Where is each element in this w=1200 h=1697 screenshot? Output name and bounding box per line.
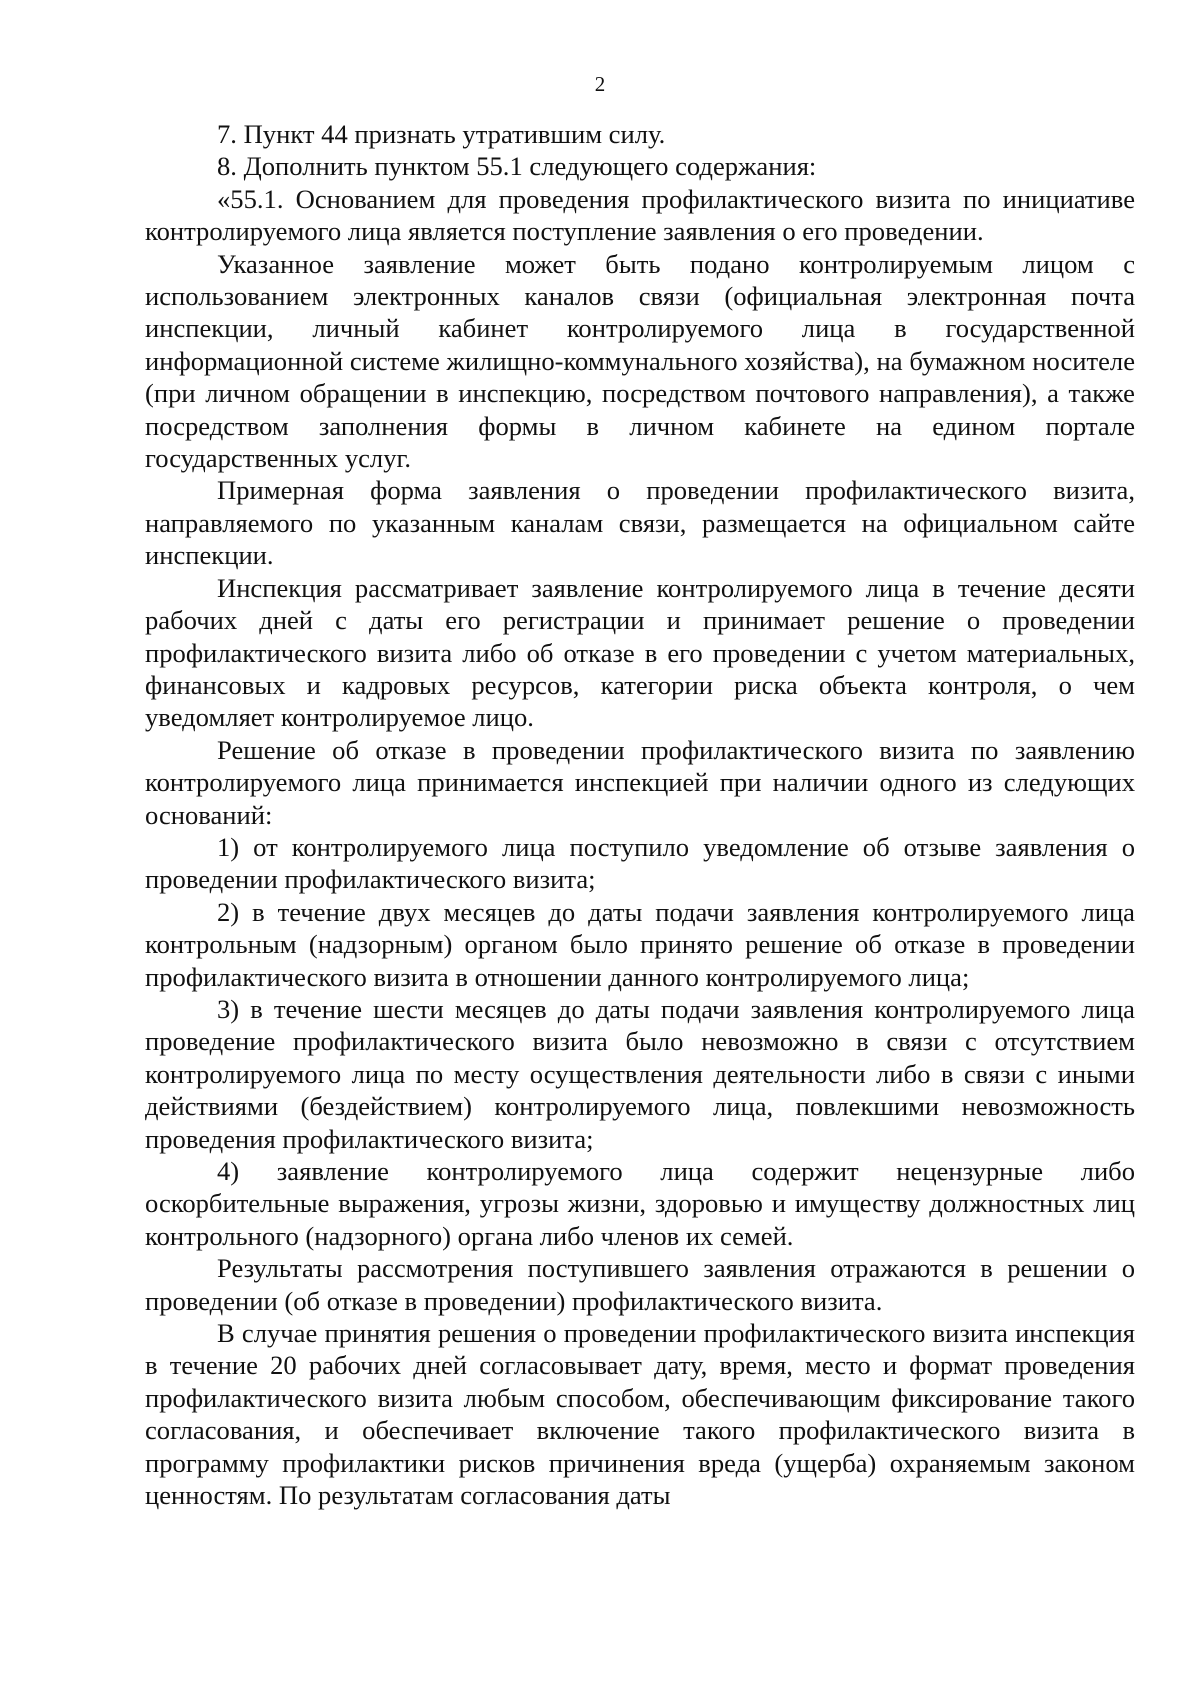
paragraph-item-8: 8. Дополнить пунктом 55.1 следующего содержания: <box>217 151 817 182</box>
paragraph-scheduling: В случае принятия решения о проведении профилактического визита инспекция в течение 20 рабочих дней согласовывает дату, время, место и формат проведения профилактического визита любым способом, обеспечивающим фиксирование такого согласования, и обеспечивает включение такого профилактического визита в программу профилактики рисков причинения вреда (ущерба) охраняемым законом ценностям. По результатам согласования даты <box>145 1318 1135 1511</box>
paragraph-application-channels: Указанное заявление может быть подано контролируемым лицом с использованием электронных каналов связи (официальная электронная почта инспекции, личный кабинет контролируемого лица в государственной информационной системе жилищно-коммунального хозяйства), на бумажном носителе (при личном обращении в инспекцию, посредством почтового направления), а также посредством заполнения формы в личном кабинете на едином портале государственных услуг. <box>145 248 1135 474</box>
paragraph-clause-55-1: «55.1. Основанием для проведения профилактического визита по инициативе контролируемого лица является поступление заявления о его проведении. <box>145 183 1135 247</box>
paragraph-ground-3: 3) в течение шести месяцев до даты подачи заявления контролируемого лица проведение профилактического визита было невозможно в связи с отсутствием контролируемого лица по месту осуществления деятельности либо в связи с иными действиями (бездействием) контролируемого лица, повлекшими невозможность проведения профилактического визита; <box>145 993 1135 1154</box>
paragraph-review-term: Инспекция рассматривает заявление контролируемого лица в течение десяти рабочих дней с даты его регистрации и принимает решение о проведении профилактического визита либо об отказе в его проведении с учетом материальных, финансовых и кадровых ресурсов, категории риска объекта контроля, о чем уведомляет контролируемое лицо. <box>145 572 1135 733</box>
document-body <box>145 118 1135 1511</box>
paragraph-ground-4: 4) заявление контролируемого лица содержит нецензурные либо оскорбительные выражения, угрозы жизни, здоровью и имуществу должностных лиц контрольного (надзорного) органа либо членов их семей. <box>145 1156 1135 1251</box>
paragraph-ground-1: 1) от контролируемого лица поступило уведомление об отзыве заявления о проведении профилактического визита; <box>145 831 1135 895</box>
paragraph-item-7: 7. Пункт 44 признать утратившим силу. <box>217 119 666 149</box>
paragraph-refusal-grounds: Решение об отказе в проведении профилактического визита по заявлению контролируемого лица принимается инспекцией при наличии одного из следующих оснований: <box>145 734 1135 830</box>
page-number: 2 <box>594 72 606 96</box>
paragraph-results: Результаты рассмотрения поступившего заявления отражаются в решении о проведении (об отказе в проведении) профилактического визита. <box>145 1253 1135 1316</box>
paragraph-ground-2: 2) в течение двух месяцев до даты подачи заявления контролируемого лица контрольным (надзорным) органом было принято решение об отказе в проведении профилактического визита в отношении данного контролируемого лица; <box>145 896 1135 992</box>
paragraph-sample-form: Примерная форма заявления о проведении профилактического визита, направляемого по указанным каналам связи, размещается на официальном сайте инспекции. <box>145 475 1135 571</box>
